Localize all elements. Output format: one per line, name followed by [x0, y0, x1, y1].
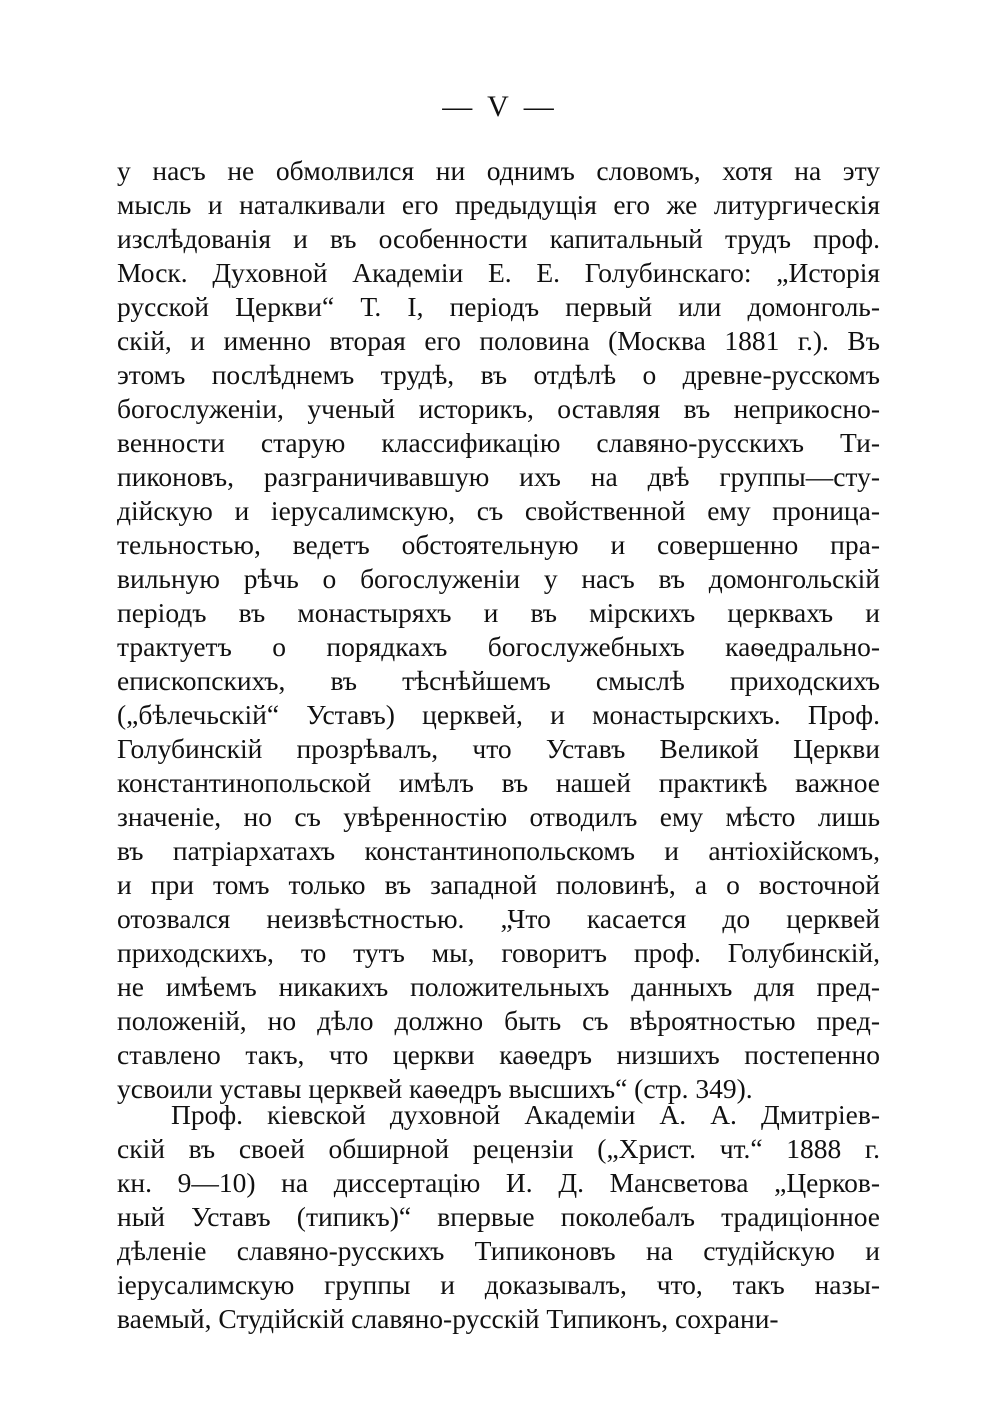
- text-line: („бѣлечьскій“ Уставъ) церквей, и монастырскихъ. Проф.: [117, 699, 880, 730]
- text-line: ный Уставъ (типикъ)“ впервые поколебалъ традиціонное: [117, 1201, 880, 1232]
- text-line: и при томъ только въ западной половинѣ, а о восточной: [117, 869, 880, 900]
- text-line: трактуетъ о порядкахъ богослужебныхъ каѳедрально-: [117, 631, 880, 662]
- text-line: Голубинскій прозрѣвалъ, что Уставъ Великой Церкви: [117, 733, 880, 764]
- paragraph-2: [117, 1098, 880, 1336]
- text-line: ваемый, Студійскій славяно-русскій Типиконъ, сохрани-: [117, 1303, 779, 1334]
- text-line: тельностью, ведетъ обстоятельную и совершенно пра-: [117, 529, 880, 560]
- text-line: русской Церкви“ Т. I, періодъ первый или домонголь-: [117, 291, 880, 322]
- text-line: константинопольской имѣлъ въ нашей практикѣ важное: [117, 767, 880, 798]
- text-line: іерусалимскую группы и доказывалъ, что, такъ назы-: [117, 1269, 880, 1300]
- text-line: у насъ не обмолвился ни однимъ словомъ, хотя на эту: [117, 155, 880, 186]
- text-line: въ патріархатахъ константинопольскомъ и антіохійскомъ,: [117, 835, 880, 866]
- text-line: венности старую классификацію славяно-русскихъ Ти-: [117, 427, 880, 458]
- text-line: дѣленіе славяно-русскихъ Типиконовъ на студійскую и: [117, 1235, 880, 1266]
- text-line: дійскую и іерусалимскую, съ свойственной ему проница-: [117, 495, 880, 526]
- text-line: скій, и именно вторая его половина (Москва 1881 г.). Въ: [117, 325, 880, 356]
- text-line: скій въ своей обширной рецензіи („Христ. чт.“ 1888 г.: [117, 1133, 880, 1164]
- text-line: этомъ послѣднемъ трудѣ, въ отдѣлѣ о древне-русскомъ: [117, 359, 880, 390]
- text-line: отозвался неизвѣстностью. „Что касается до церквей: [117, 903, 880, 934]
- text-line: мысль и наталкивали его предыдущія его же литургическія: [117, 189, 880, 220]
- text-line: кн. 9—10) на диссертацію И. Д. Мансветова „Церков-: [117, 1167, 880, 1198]
- text-line: вильную рѣчь о богослуженіи у насъ въ домонгольскій: [117, 563, 880, 594]
- paragraph-1: [117, 154, 880, 1106]
- text-line: приходскихъ, то тутъ мы, говоритъ проф. Голубинскій,: [117, 937, 880, 968]
- text-line: Моск. Духовной Академіи Е. Е. Голубинскаго: „Исторія: [117, 257, 880, 288]
- text-line: положеній, но дѣло должно быть съ вѣроятностью пред-: [117, 1005, 880, 1036]
- text-line: усвоили уставы церквей каѳедръ высшихъ“ (стр. 349).: [117, 1073, 753, 1104]
- text-line: епископскихъ, въ тѣснѣйшемъ смыслѣ приходскихъ: [117, 665, 880, 696]
- text-line: Проф. кіевской духовной Академіи А. А. Дмитріев-: [171, 1099, 880, 1130]
- text-line: періодъ въ монастыряхъ и въ мірскихъ церквахъ и: [117, 597, 880, 628]
- text-line: ставлено такъ, что церкви каѳедръ низшихъ постепенно: [117, 1039, 880, 1070]
- text-line: не имѣемъ никакихъ положительныхъ данныхъ для пред-: [117, 971, 880, 1002]
- text-line: значеніе, но съ увѣренностію отводилъ ему мѣсто лишь: [117, 801, 880, 832]
- text-line: пиконовъ, разграничивавшую ихъ на двѣ группы—сту-: [117, 461, 880, 492]
- page-number: — V —: [442, 90, 558, 123]
- text-line: изслѣдованія и въ особенности капитальный трудъ проф.: [117, 223, 880, 254]
- text-line: богослуженіи, ученый историкъ, оставляя въ неприкосно-: [117, 393, 880, 424]
